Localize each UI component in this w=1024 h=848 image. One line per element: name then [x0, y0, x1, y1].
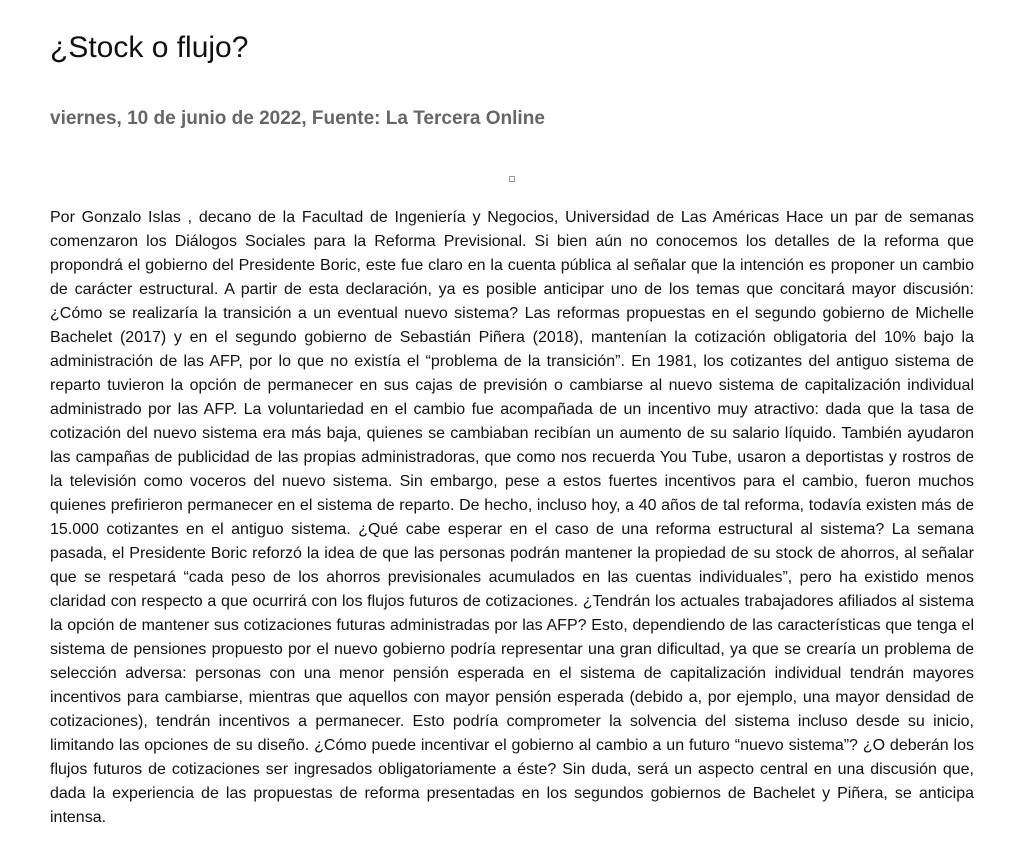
article-title: ¿Stock o flujo? [50, 31, 249, 64]
article-date-source: viernes, 10 de junio de 2022, Fuente: La Tercera Online [50, 108, 545, 129]
broken-image-icon [509, 176, 515, 182]
article [50, 0, 974, 830]
article-image-placeholder [50, 169, 974, 179]
article-body: Por Gonzalo Islas , decano de la Facultad de Ingeniería y Negocios, Universidad de Las Américas Hace un par de semanas comenzaron los Diálogos Sociales para la Reforma Previsional. Si bien aún no conocemos los detalles de la reforma que propondrá el gobierno del Presidente Boric, este fue claro en la cuenta pública al señalar que la intención es proponer un cambio de carácter estructural. A partir de esta declaración, ya es posible anticipar uno de los temas que concitará mayor discusión: ¿Cómo se realizaría la transición a un eventual nuevo sistema? Las reformas propuestas en el segundo gobierno de Michelle Bachelet (2017) y en el segundo gobierno de Sebastián Piñera (2018), mantenían la cotización obligatoria del 10% bajo la administración de las AFP, por lo que no existía el “problema de la transición”. En 1981, los cotizantes del antiguo sistema de reparto tuvieron la opción de permanecer en sus cajas de previsión o cambiarse al nuevo sistema de capitalización individual administrado por las AFP. La voluntariedad en el cambio fue acompañada de un incentivo muy atractivo: dada que la tasa de cotización del nuevo sistema era más baja, quienes se cambiaban recibían un aumento de su salario líquido. También ayudaron las campañas de publicidad de las propias administradoras, que como nos recuerda You Tube, usaron a deportistas y rostros de la televisión como voceros del nuevo sistema. Sin embargo, pese a estos fuertes incentivos para el cambio, fueron muchos quienes prefirieron permanecer en el sistema de reparto. De hecho, incluso hoy, a 40 años de tal reforma, todavía existen más de 15.000 cotizantes en el antiguo sistema. ¿Qué cabe esperar en el caso de una reforma estructural al sistema? La semana pasada, el Presidente Boric reforzó la idea de que las personas podrán mantener la propiedad de su stock de ahorros, al señalar que se respetará “cada peso de los ahorros previsionales acumulados en las cuentas individuales”, pero ha existido menos claridad con respecto a que ocurrirá con los flujos futuros de cotizaciones. ¿Tendrán los actuales trabajadores afiliados al sistema la opción de mantener sus cotizaciones futuras administradas por las AFP? Esto, dependiendo de las características que tenga el sistema de pensiones propuesto por el nuevo gobierno podría representar una gran dificultad, ya que se crearía un problema de selección adversa: personas con una menor pensión esperada en el sistema de capitalización individual tendrán mayores incentivos para cambiarse, mientras que aquellos con mayor pensión esperada (debido a, por ejemplo, una mayor densidad de cotizaciones), tendrán incentivos a permanecer. Esto podría comprometer la solvencia del sistema incluso desde su inicio, limitando las opciones de su diseño. ¿Cómo puede incentivar el gobierno al cambio a un futuro “nuevo sistema”? ¿O deberán los flujos futuros de cotizaciones ser ingresados obligatoriamente a éste? Sin duda, será un aspecto central en una discusión que, dada la experiencia de las propuestas de reforma presentadas en los segundos gobiernos de Bachelet y Piñera, se anticipa intensa. [50, 209, 974, 826]
